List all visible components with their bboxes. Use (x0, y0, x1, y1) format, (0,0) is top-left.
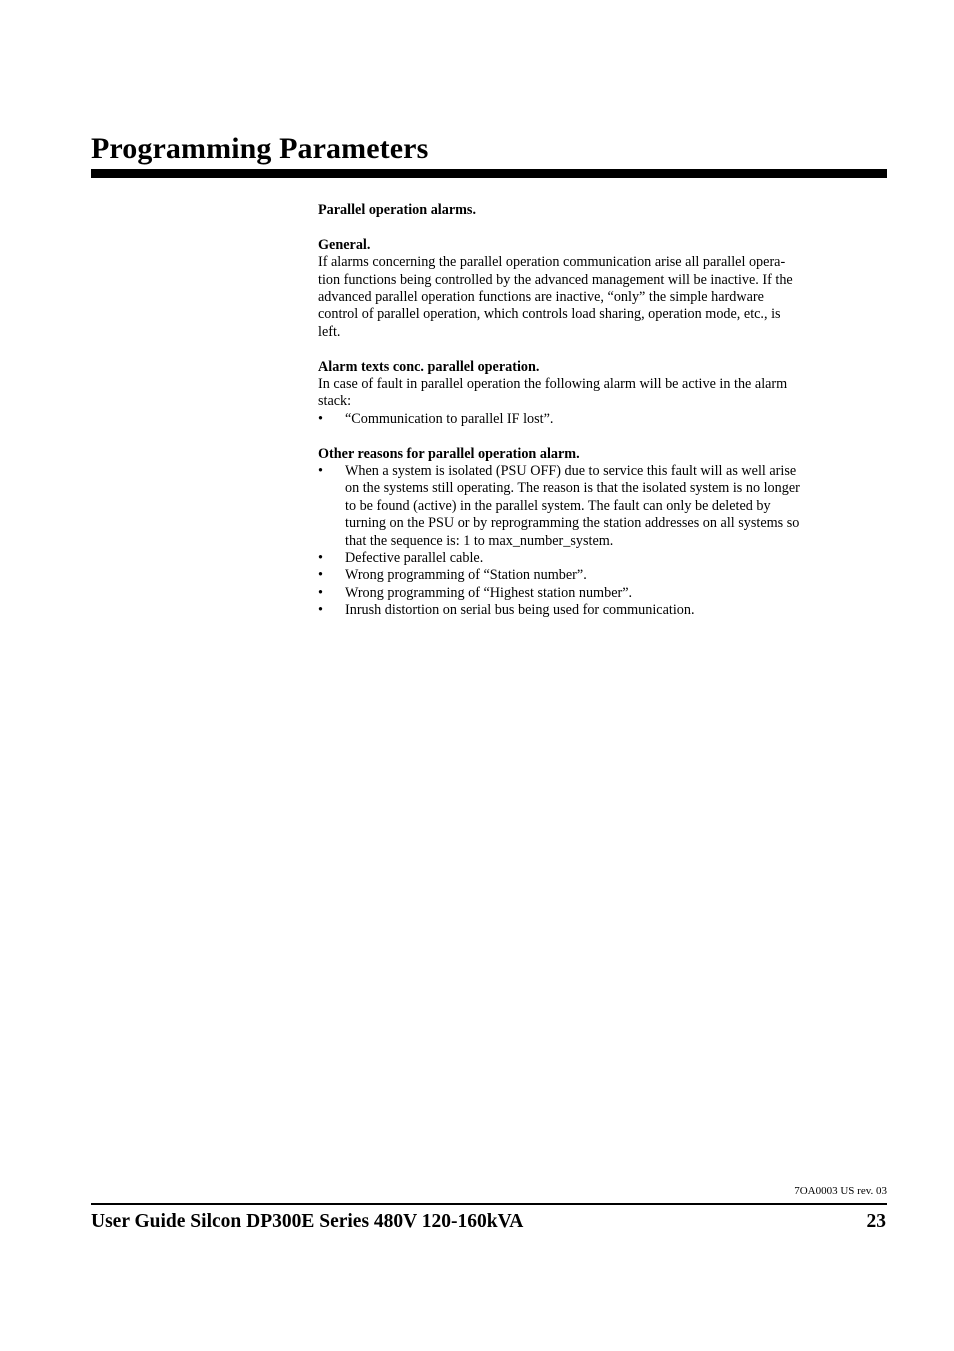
list-item-text: Wrong programming of “Highest station number”. (345, 584, 633, 601)
revision-label: 7OA0003 US rev. 03 (794, 1185, 887, 1197)
section-heading-alarm-texts: Alarm texts conc. parallel operation. (318, 358, 540, 375)
bullet-icon: • (318, 410, 323, 427)
text-line: stack: (318, 393, 352, 410)
list-item (318, 550, 887, 567)
text-line: tion functions being controlled by the advanced management will be inactive. If the (318, 271, 793, 288)
bullet-icon: • (318, 550, 323, 567)
list-item (318, 463, 887, 550)
text-line: turning on the PSU or by reprogramming the station addresses on all systems so (345, 515, 800, 532)
alarm-texts-list (318, 411, 887, 428)
list-item (318, 585, 887, 602)
text-line: control of parallel operation, which controls load sharing, operation mode, etc., is (318, 306, 781, 323)
section-heading-general: General. (318, 236, 371, 253)
spacer (318, 341, 887, 358)
text-line: When a system is isolated (PSU OFF) due to service this fault will as well arise (345, 463, 797, 480)
section-heading-other-reasons: Other reasons for parallel operation alarm. (318, 445, 580, 462)
list-item (318, 567, 887, 584)
bullet-icon: • (318, 463, 323, 480)
title-rule (91, 169, 887, 178)
bullet-icon: • (318, 584, 323, 601)
text-line: advanced parallel operation functions are inactive, “only” the simple hardware (318, 289, 764, 306)
section-heading-parallel-alarms: Parallel operation alarms. (318, 202, 477, 218)
list-item (318, 411, 887, 428)
document-body (318, 202, 887, 620)
spacer (318, 428, 887, 445)
text-line: In case of fault in parallel operation the following alarm will be active in the alarm (318, 376, 788, 393)
footer-guide-title: User Guide Silcon DP300E Series 480V 120-160kVA (91, 1211, 524, 1232)
text-line: If alarms concerning the parallel operation communication arise all parallel opera- (318, 254, 786, 271)
footer-rule (91, 1203, 887, 1205)
list-item-text: “Communication to parallel IF lost”. (345, 410, 554, 427)
general-paragraph (318, 254, 887, 341)
text-line: that the sequence is: 1 to max_number_system. (345, 532, 614, 549)
bullet-icon: • (318, 567, 323, 584)
bullet-icon: • (318, 602, 323, 619)
text-line: left. (318, 323, 341, 340)
list-item-text: Inrush distortion on serial bus being used for communication. (345, 602, 695, 619)
text-line: on the systems still operating. The reason is that the isolated system is no longer (345, 480, 800, 497)
list-item-text: Defective parallel cable. (345, 550, 484, 567)
list-item-text: Wrong programming of “Station number”. (345, 567, 587, 584)
list-item (318, 602, 887, 619)
page-title: Programming Parameters (91, 132, 429, 165)
other-reasons-list (318, 463, 887, 620)
alarm-texts-paragraph (318, 376, 887, 411)
spacer (318, 219, 887, 236)
text-line: to be found (active) in the parallel system. The fault can only be deleted by (345, 497, 771, 514)
page-number: 23 (866, 1211, 886, 1232)
